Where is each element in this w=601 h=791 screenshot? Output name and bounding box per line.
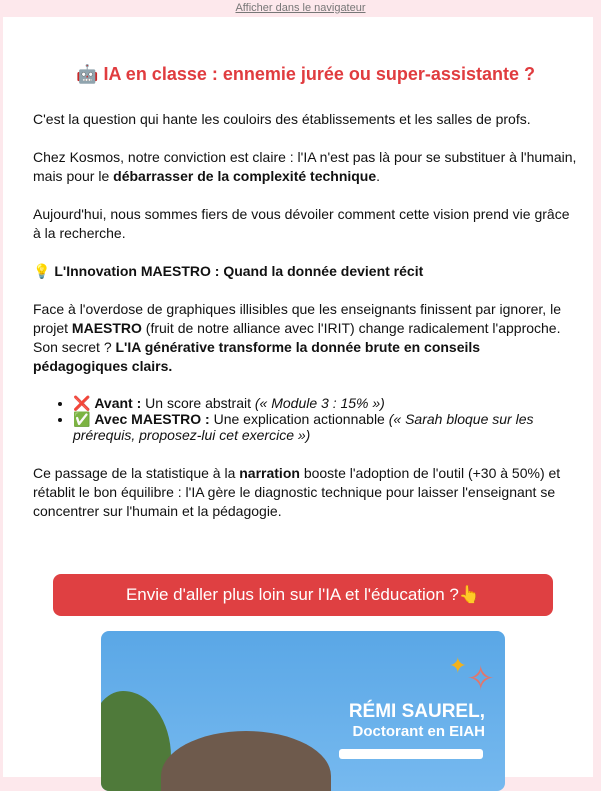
title-text: IA en classe : ennemie jurée ou super-assistante ?	[103, 64, 535, 84]
intro-paragraph: C'est la question qui hante les couloirs des établissements et les salles de profs.	[33, 111, 531, 127]
robot-icon: 🤖	[76, 64, 99, 84]
researcher-photo	[101, 631, 505, 791]
list-item: • ❌ Avant : Un score abstrait (« Module 3 : 15% »)	[73, 395, 578, 411]
sparkle-icon: ✧	[466, 660, 495, 698]
topbar	[0, 0, 601, 17]
page-title	[33, 61, 578, 87]
maestro-paragraph: Face à l'overdose de graphiques illisibles que les enseignants finissent par ignorer, le projet MAESTRO (fruit de notre alliance avec l'IRIT) change radicalement l'approche. Son secret ? L'IA générative transforme la donnée brute en conseils pédagogiques clairs.	[33, 301, 561, 374]
researcher-name: RÉMI SAUREL,	[348, 701, 485, 722]
pointing-hand-icon: 👆	[458, 585, 481, 604]
email-body	[3, 17, 593, 777]
announcement-paragraph: Aujourd'hui, nous sommes fiers de vous dévoiler comment cette vision prend vie grâce à la recherche.	[33, 206, 570, 241]
cross-icon: ❌	[73, 395, 91, 411]
researcher-role: Doctorant en EIAH	[352, 723, 485, 740]
person-hair-shape	[161, 731, 331, 791]
photo-badge	[339, 749, 483, 759]
sparkle-icon: ✦	[448, 653, 467, 678]
section-heading: 💡 L'Innovation MAESTRO : Quand la donnée devient récit	[33, 263, 424, 279]
list-item: • ✅ Avec MAESTRO : Une explication actionnable (« Sarah bloque sur les prérequis, proposez-lui cet exercice »)	[73, 411, 578, 443]
conviction-paragraph: Chez Kosmos, notre conviction est claire : l'IA n'est pas là pour se substituer à l'humain, mais pour le débarrasser de la complexité technique.	[33, 149, 577, 184]
conclusion-paragraph: Ce passage de la statistique à la narration booste l'adoption de l'outil (+30 à 50%) et rétablit le bon équilibre : l'IA gère le diagnostic technique pour laisser l'enseignant se concentrer sur l'humain et la pédagogie.	[33, 465, 561, 519]
check-icon: ✅	[73, 411, 91, 427]
cta-button[interactable]: Envie d'aller plus loin sur l'IA et l'éducation ?👆	[53, 574, 553, 616]
researcher-caption	[349, 701, 485, 741]
lightbulb-icon: 💡	[33, 263, 51, 279]
view-in-browser-link[interactable]: Afficher dans le navigateur	[235, 2, 366, 14]
comparison-list	[33, 395, 578, 443]
